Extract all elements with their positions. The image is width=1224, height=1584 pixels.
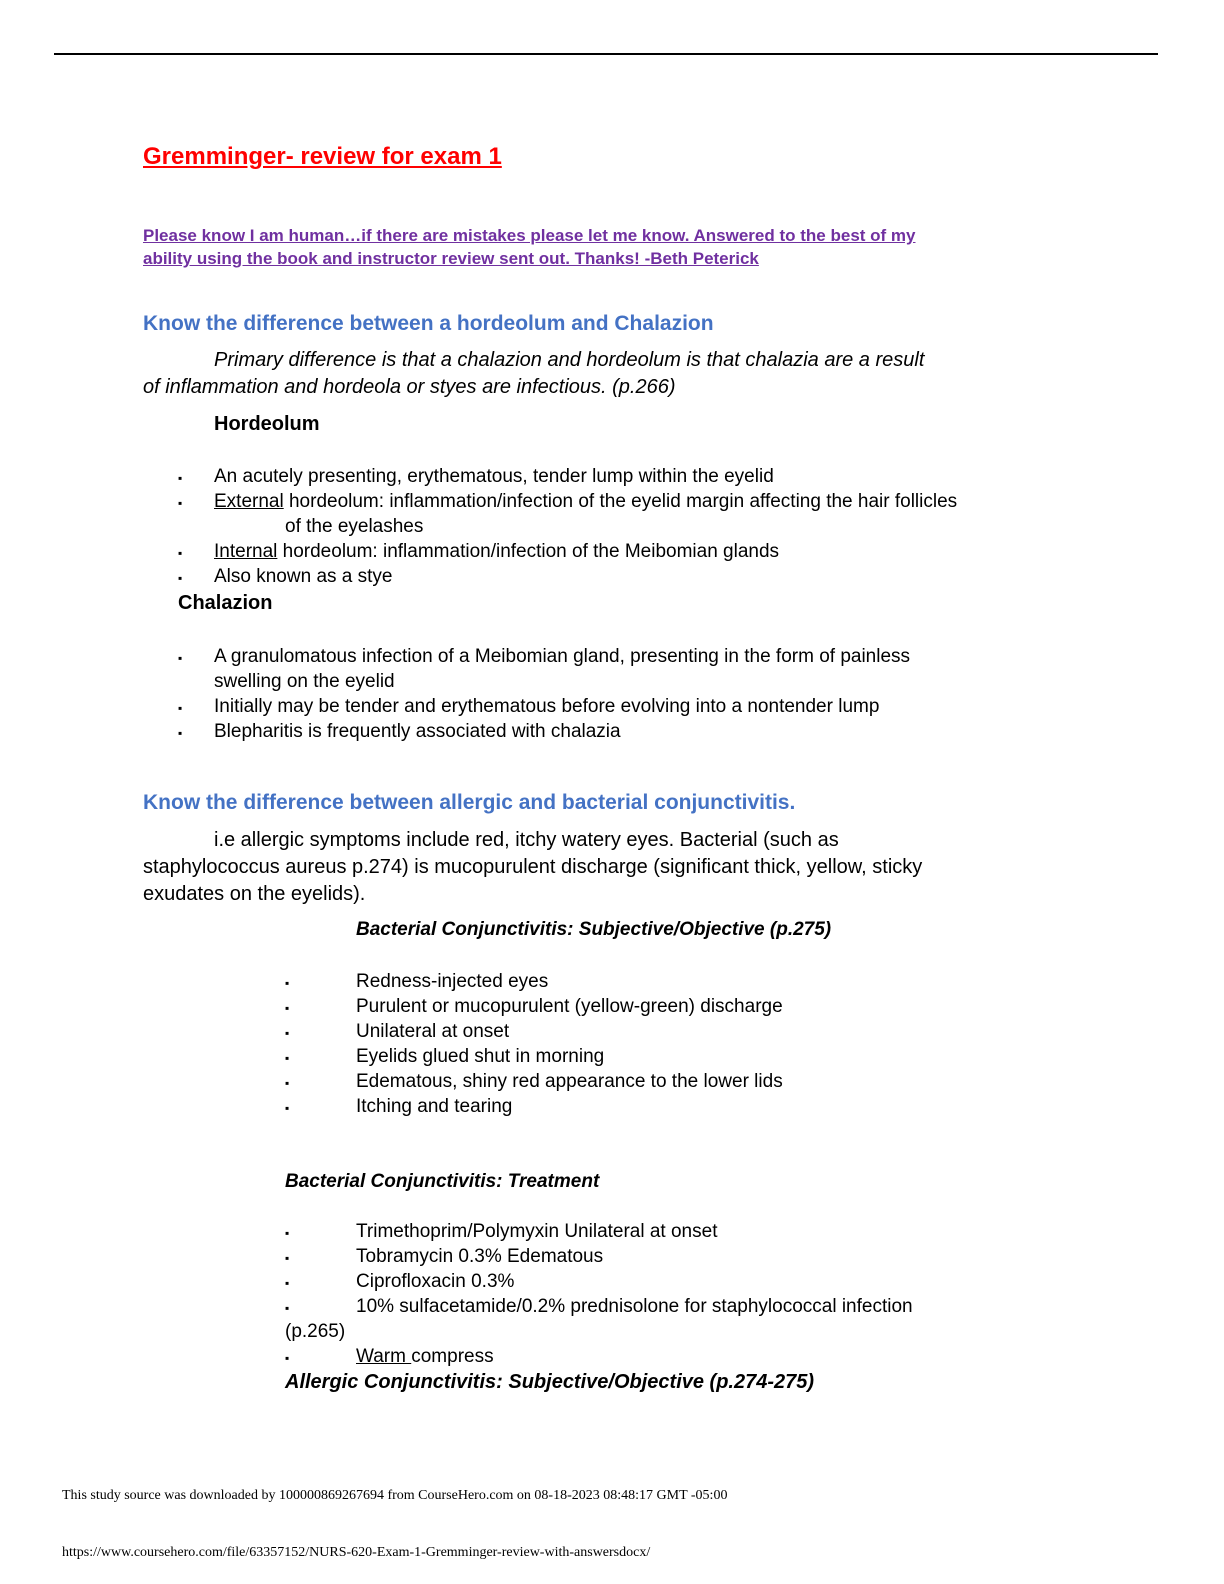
bullet-marker: ▪ (285, 976, 290, 990)
footer-url-link[interactable]: https://www.coursehero.com/file/63357152/NURS-620-Exam-1-Gremminger-review-with-answersdocx/ (62, 1545, 651, 1560)
bacterial-so-item: Edematous, shiny red appearance to the lower lids (356, 1071, 783, 1092)
bullet-marker: ▪ (285, 1226, 290, 1240)
bullet-marker: ▪ (285, 1101, 290, 1115)
bacterial-treatment-item: 10% sulfacetamide/0.2% prednisolone for staphylococcal infection (356, 1296, 913, 1317)
section1-intro-page-ref: . (p.266) (601, 376, 676, 398)
section1-intro-line-2 (143, 376, 676, 399)
hordeolum-external-desc: hordeolum: inflammation/infection of the eyelid margin affecting the hair follicles (283, 491, 958, 512)
bacterial-treatment-heading: Bacterial Conjunctivitis: Treatment (285, 1171, 600, 1192)
hordeolum-heading: Hordeolum (214, 413, 320, 435)
footer-source-notice: This study source was downloaded by 100000869267694 from CourseHero.com on 08-18-2023 08:48:17 GMT -05:00 (62, 1488, 728, 1503)
hordeolum-item: Also known as a stye (214, 566, 393, 587)
hordeolum-item (214, 541, 779, 563)
bacterial-treatment-item (356, 1346, 494, 1368)
chalazion-item-continuation: swelling on the eyelid (214, 671, 395, 692)
bacterial-so-item: Purulent or mucopurulent (yellow-green) discharge (356, 996, 783, 1017)
bullet-marker: ▪ (285, 1276, 290, 1290)
hordeolum-internal-desc: hordeolum: inflammation/infection of the Meibomian glands (277, 541, 780, 562)
section-heading-hordeolum-chalazion: Know the difference between a hordeolum and Chalazion (143, 312, 714, 335)
section2-intro-line-2: staphylococcus aureus p.274) is mucopurulent discharge (significant thick, yellow, sticky (143, 856, 923, 878)
allergic-so-heading: Allergic Conjunctivitis: Subjective/Objective (p.274-275) (285, 1371, 815, 1393)
bullet-marker: ▪ (178, 651, 183, 665)
hordeolum-external-term: External (214, 491, 284, 512)
section2-intro-line-3: exudates on the eyelids). (143, 883, 366, 905)
warm-term: Warm (356, 1346, 412, 1367)
note-line-2: ability using the book and instructor review sent out. Thanks! -Beth Peterick (143, 249, 759, 268)
section1-intro-line-2-italic: of inflammation and hordeola or styes are infectious (143, 376, 602, 398)
section2-intro-line-1: i.e allergic symptoms include red, itchy watery eyes. Bacterial (such as (214, 829, 839, 851)
bullet-marker: ▪ (285, 1301, 290, 1315)
section1-intro-line-1: Primary difference is that a chalazion and hordeolum is that chalazia are a result (214, 349, 925, 371)
section-heading-conjunctivitis: Know the difference between allergic and bacterial conjunctivitis. (143, 791, 796, 814)
hordeolum-item-continuation: of the eyelashes (285, 516, 424, 537)
compress-term: compress (411, 1346, 494, 1367)
bacterial-so-item: Unilateral at onset (356, 1021, 510, 1042)
hordeolum-internal-term: Internal (214, 541, 278, 562)
bullet-marker: ▪ (285, 1251, 290, 1265)
top-rule (54, 53, 1158, 55)
bullet-marker: ▪ (285, 1001, 290, 1015)
bullet-marker: ▪ (285, 1351, 290, 1365)
bacterial-so-item: Eyelids glued shut in morning (356, 1046, 605, 1067)
bullet-marker: ▪ (285, 1051, 290, 1065)
bacterial-so-item: Redness-injected eyes (356, 971, 549, 992)
bullet-marker: ▪ (178, 496, 183, 510)
bullet-marker: ▪ (178, 726, 183, 740)
chalazion-item: A granulomatous infection of a Meibomian gland, presenting in the form of painless (214, 646, 911, 667)
bullet-marker: ▪ (178, 701, 183, 715)
bullet-marker: ▪ (178, 471, 183, 485)
chalazion-item: Initially may be tender and erythematous before evolving into a nontender lump (214, 696, 880, 717)
bacterial-treatment-item: Tobramycin 0.3% Edematous (356, 1246, 604, 1267)
chalazion-heading: Chalazion (178, 592, 273, 614)
bacterial-treatment-item: Ciprofloxacin 0.3% (356, 1271, 515, 1292)
bacterial-treatment-item: Trimethoprim/Polymyxin Unilateral at onset (356, 1221, 718, 1242)
bullet-marker: ▪ (285, 1026, 290, 1040)
hordeolum-item: An acutely presenting, erythematous, tender lump within the eyelid (214, 466, 774, 487)
document-title: Gremminger- review for exam 1 (143, 143, 502, 170)
bacterial-so-heading: Bacterial Conjunctivitis: Subjective/Objective (p.275) (356, 919, 832, 940)
hordeolum-item (214, 491, 957, 513)
bullet-marker: ▪ (285, 1076, 290, 1090)
chalazion-item: Blepharitis is frequently associated with chalazia (214, 721, 621, 742)
bullet-marker: ▪ (178, 546, 183, 560)
bacterial-so-item: Itching and tearing (356, 1096, 513, 1117)
bullet-marker: ▪ (178, 571, 183, 585)
bacterial-treatment-item-continuation: (p.265) (285, 1321, 346, 1342)
note-line-1: Please know I am human…if there are mistakes please let me know. Answered to the best of my (143, 226, 916, 245)
